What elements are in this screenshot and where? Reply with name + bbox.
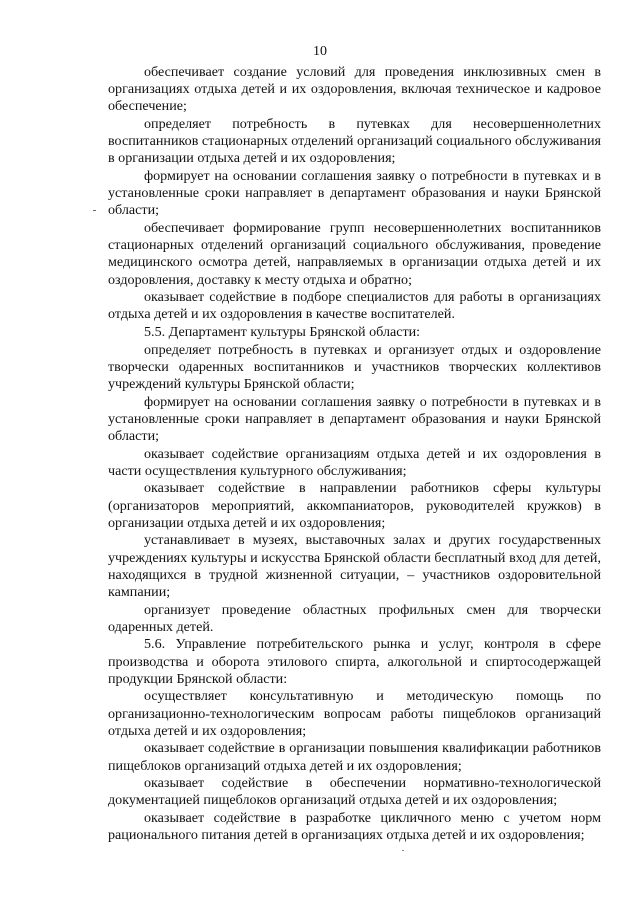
paragraph: оказывает содействие в направлении работников сферы культуры (организаторов мероприятий, аккомпаниаторов, руководителей кружков) в организации отдыха детей и их оздоровления; (108, 480, 601, 531)
margin-mark (93, 210, 96, 211)
paragraph: оказывает содействие в разработке цикличного меню с учетом норм рационального питания детей в организациях отдыха детей и их оздоровления; (108, 809, 601, 844)
document-body (108, 64, 601, 845)
paragraph: формирует на основании соглашения заявку о потребности в путевках и в установленные сроки направляет в департамент образования и науки Брянской области; (108, 168, 601, 219)
paragraph: обеспечивает создание условий для проведения инклюзивных смен в организациях отдыха детей и их оздоровления, включая техническое и кадровое обеспечение; (108, 64, 601, 115)
scan-mark (402, 850, 404, 851)
paragraph: организует проведение областных профильных смен для творчески одаренных детей. (108, 601, 601, 635)
paragraph: оказывает содействие организациям отдыха детей и их оздоровления в части осуществления культурного обслуживания; (108, 445, 601, 479)
paragraph: осуществляет консультативную и методическую помощь по организационно-технологическим вопросам работы пищеблоков организаций отдыха детей и их оздоровления; (108, 688, 601, 739)
paragraph: устанавливает в музеях, выставочных залах и других государственных учреждениях культуры и искусства Брянской области бесплатный вход для детей, находящихся в трудной жизненной ситуации, – участников оздоровительной кампании; (108, 532, 601, 600)
paragraph: оказывает содействие в обеспечении нормативно-технологической документацией пищеблоков организаций отдыха детей и их оздоровления; (108, 775, 601, 809)
paragraph: оказывает содействие в подборе специалистов для работы в организациях отдыха детей и их оздоровления в качестве воспитателей. (108, 289, 601, 323)
paragraph: формирует на основании соглашения заявку о потребности в путевках и в установленные сроки направляет в департамент образования и науки Брянской области; (108, 393, 601, 444)
paragraph: оказывает содействие в организации повышения квалификации работников пищеблоков организаций отдыха детей и их оздоровления; (108, 740, 601, 774)
page-number: 10 (313, 44, 327, 59)
section-heading-5-5: 5.5. Департамент культуры Брянской области: (144, 324, 421, 340)
section-heading-5-6: 5.6. Управление потребительского рынка и услуг, контроля в сфере производства и оборота этилового спирта, алкогольной и спиртосодержащей продукции Брянской области: (108, 636, 601, 687)
paragraph: определяет потребность в путевках для несовершеннолетних воспитанников стационарных отделений организаций социального обслуживания в организации отдыха детей и их оздоровления; (108, 116, 601, 167)
paragraph: определяет потребность в путевках и организует отдых и оздоровление творчески одаренных воспитанников и участников творческих коллективов учреждений культуры Брянской области; (108, 341, 601, 392)
paragraph: обеспечивает формирование групп несовершеннолетних воспитанников стационарных отделений организаций социального обслуживания, проведение медицинского осмотра детей, направляемых в организации отдыха детей и их оздоровления, доставку к месту отдыха и обратно; (108, 220, 601, 288)
